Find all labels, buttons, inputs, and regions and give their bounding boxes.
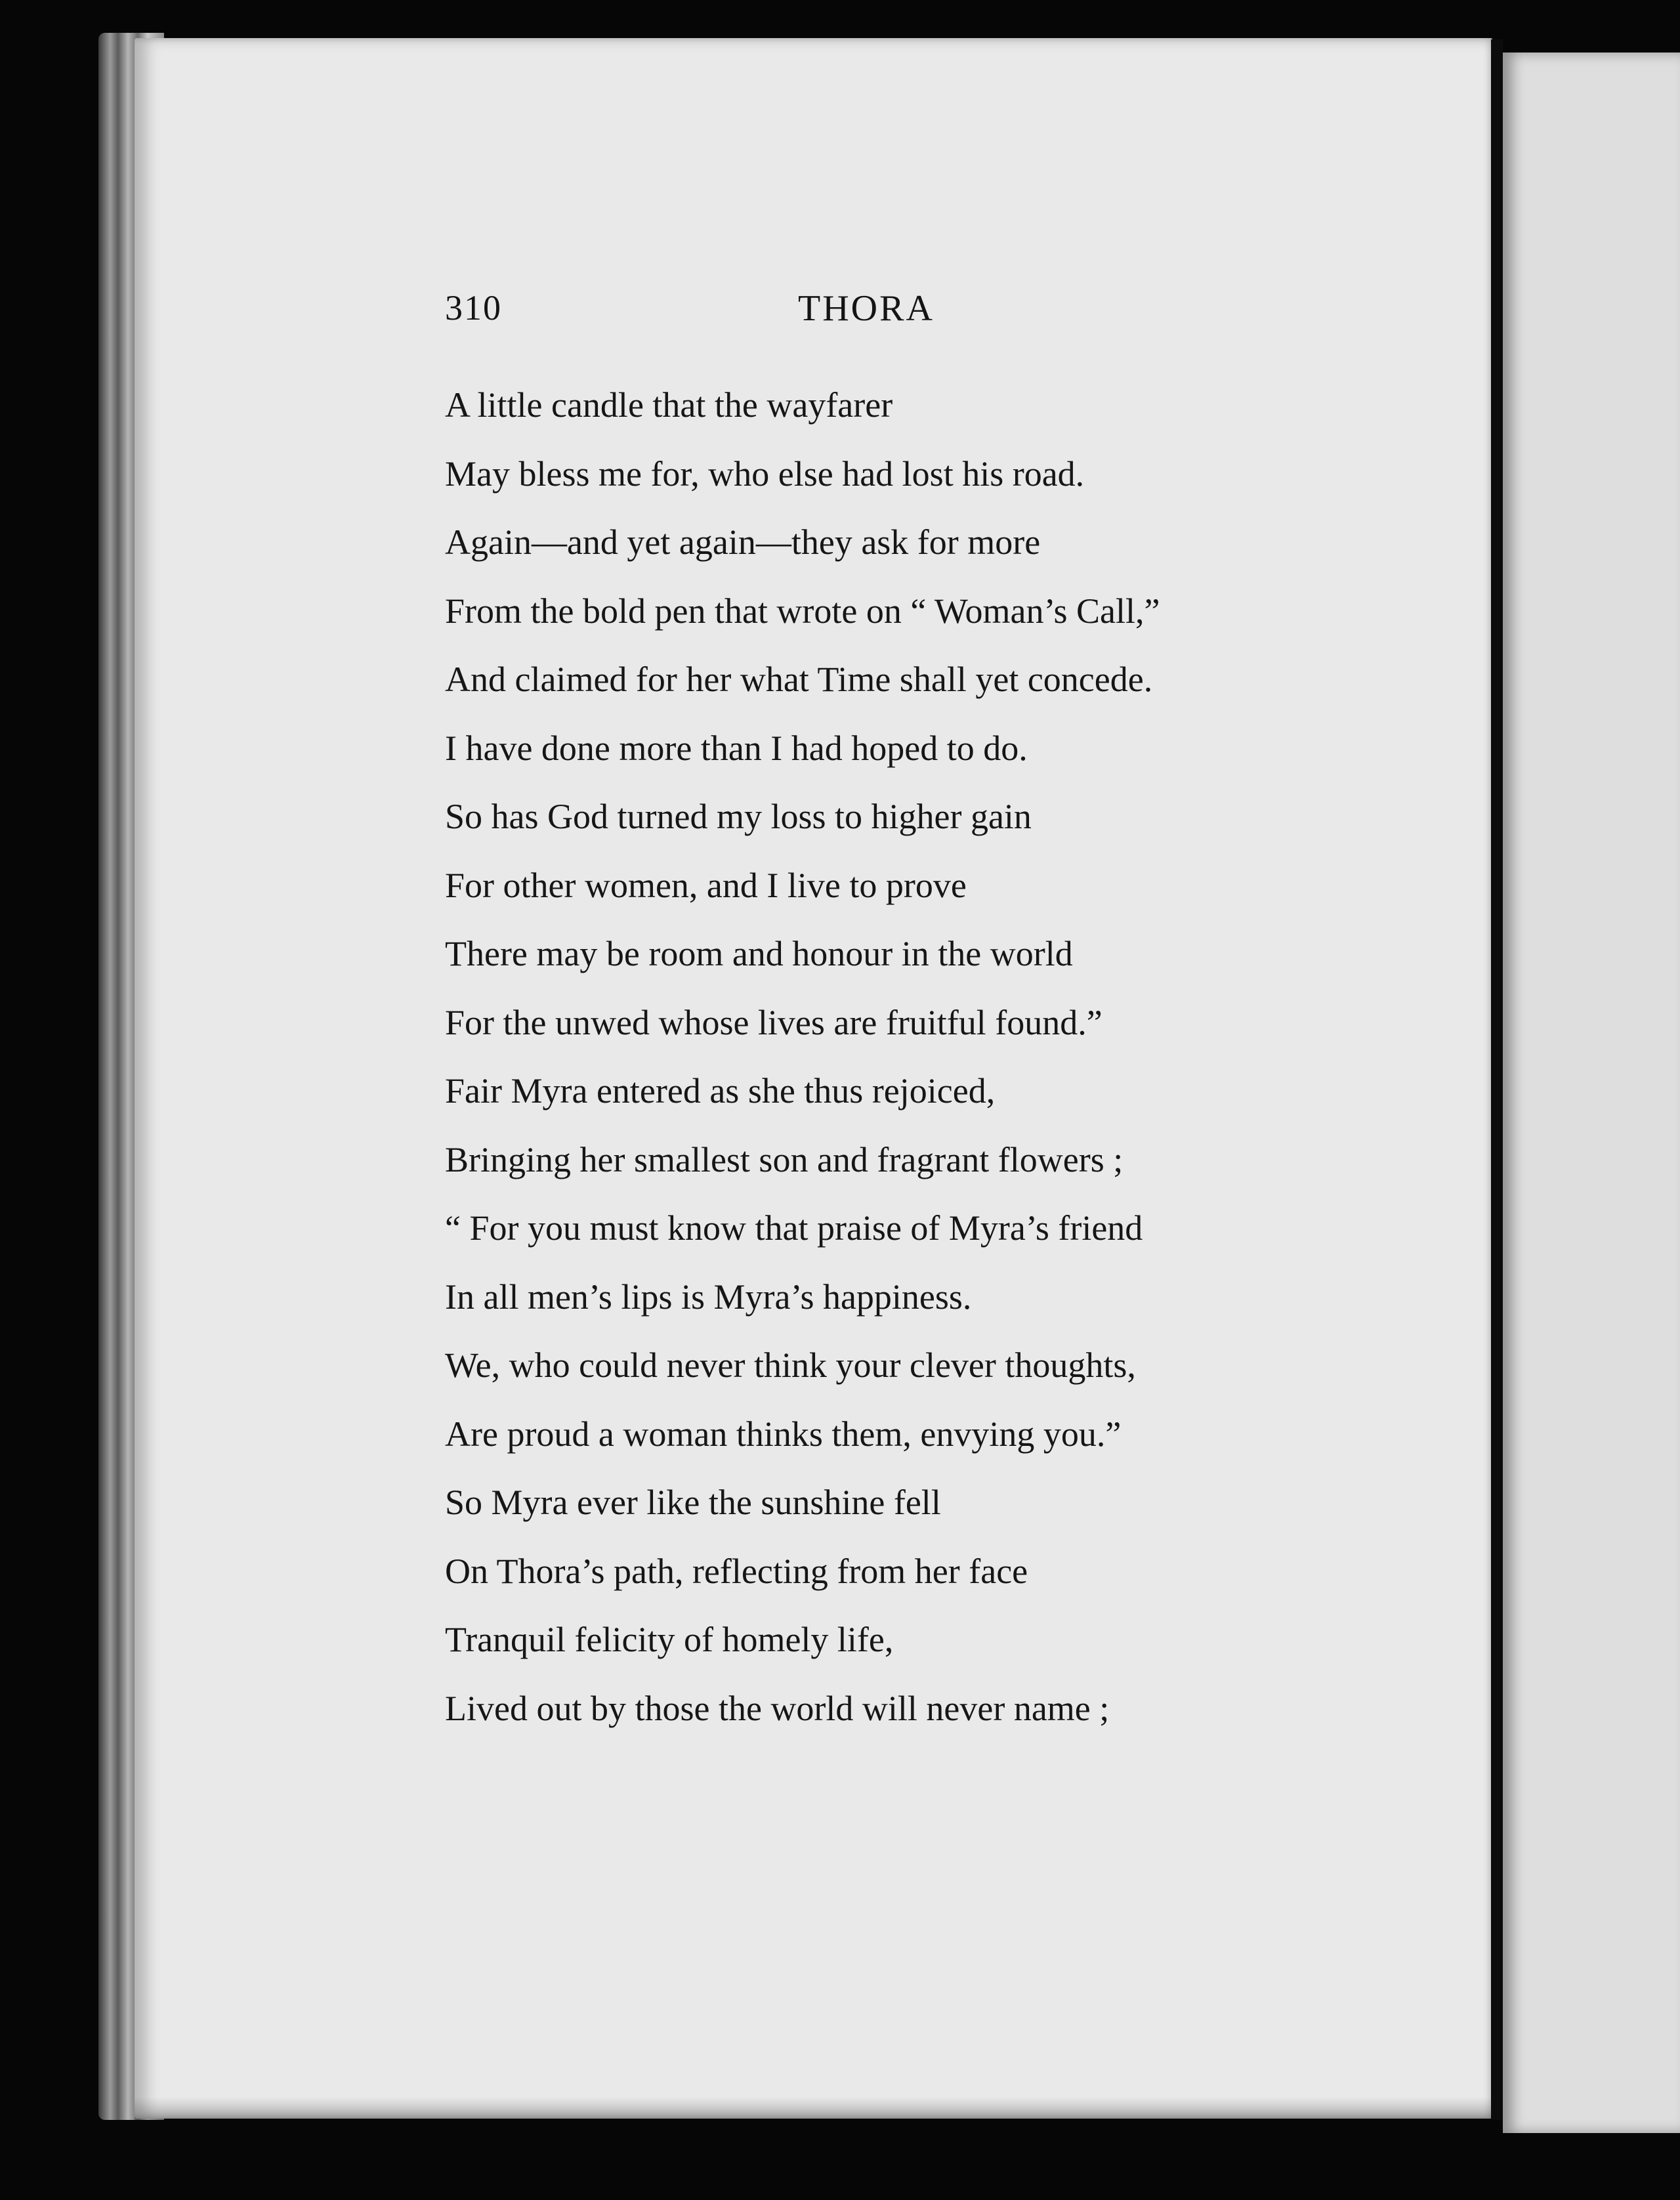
verse-line: I have done more than I had hoped to do. bbox=[445, 728, 1028, 768]
running-head bbox=[445, 287, 1154, 340]
verse-line: Bringing her smallest son and fragrant flowers ; bbox=[445, 1139, 1124, 1179]
verse-line: For the unwed whose lives are fruitful found.” bbox=[445, 1002, 1102, 1042]
verse-line: A little candle that the wayfarer bbox=[445, 385, 893, 425]
verse-line: Again—and yet again—they ask for more bbox=[445, 522, 1041, 562]
verse-line: Fair Myra entered as she thus rejoiced, bbox=[445, 1071, 996, 1111]
verse-line: “ For you must know that praise of Myra’s friend bbox=[445, 1208, 1143, 1248]
verse-line: Lived out by those the world will never name ; bbox=[445, 1688, 1110, 1728]
page-heading: THORA bbox=[798, 288, 934, 329]
verse-line: And claimed for her what Time shall yet concede. bbox=[445, 660, 1153, 699]
verse-line: So Myra ever like the sunshine fell bbox=[445, 1483, 941, 1522]
verse-line: May bless me for, who else had lost his road. bbox=[445, 454, 1085, 494]
page-bottom-shadow bbox=[135, 2097, 1493, 2120]
verse-line: For other women, and I live to prove bbox=[445, 865, 967, 905]
verse-line: In all men’s lips is Myra’s happiness. bbox=[445, 1277, 972, 1317]
verse-line: We, who could never think your clever thoughts, bbox=[445, 1345, 1136, 1385]
page-number: 310 bbox=[445, 288, 502, 328]
facing-page bbox=[1503, 53, 1680, 2133]
verse-block bbox=[445, 371, 1403, 1743]
verse-line: Are proud a woman thinks them, envying you.” bbox=[445, 1414, 1122, 1454]
book-gutter bbox=[1491, 39, 1503, 2120]
verse-line: So has God turned my loss to higher gain bbox=[445, 797, 1032, 836]
verse-line: Tranquil felicity of homely life, bbox=[445, 1620, 894, 1659]
verse-line: On Thora’s path, reflecting from her face bbox=[445, 1551, 1028, 1591]
verse-line: From the bold pen that wrote on “ Woman’s Call,” bbox=[445, 591, 1160, 631]
verse-line: There may be room and honour in the world bbox=[445, 934, 1073, 973]
